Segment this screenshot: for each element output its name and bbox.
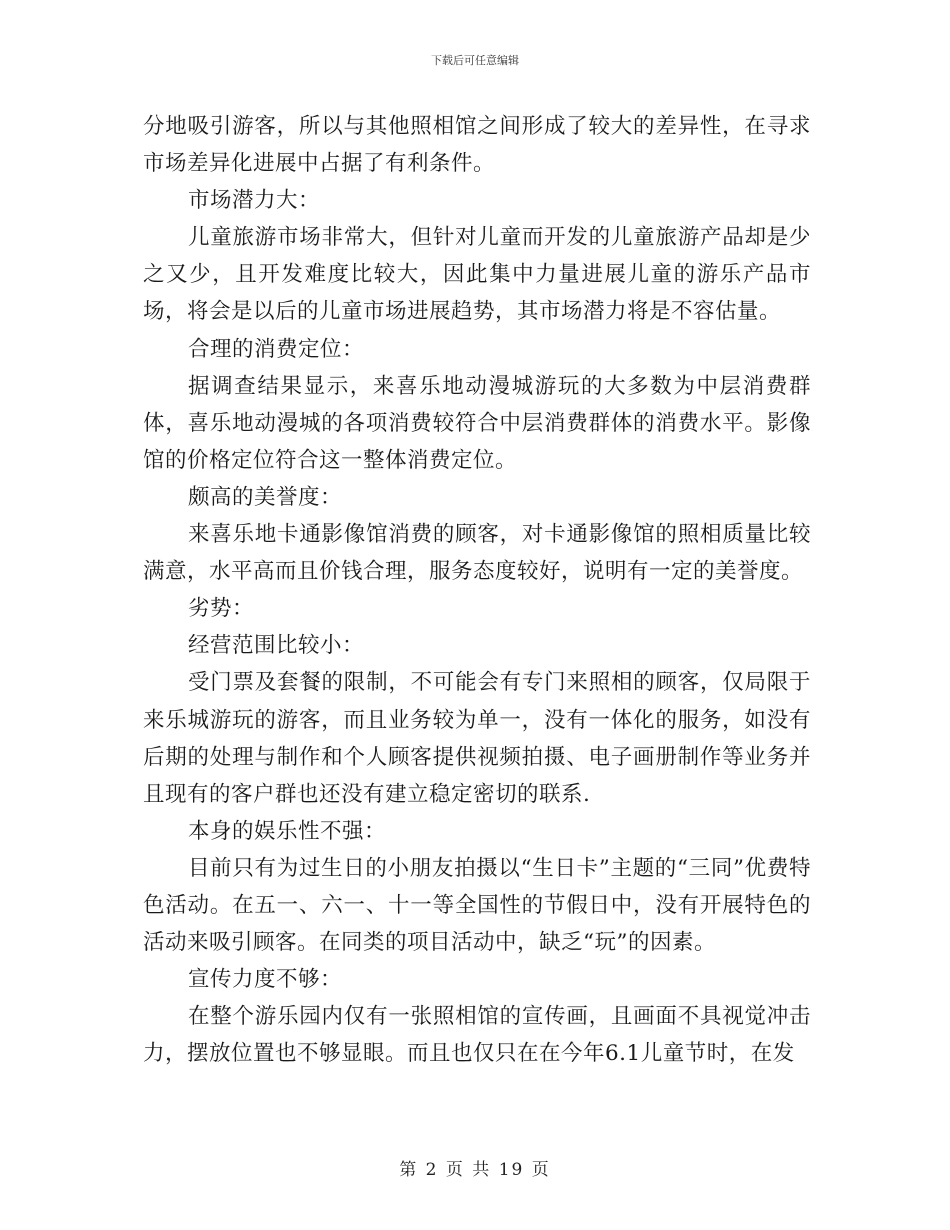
- footer-middle: 页 共: [445, 1160, 492, 1180]
- paragraph-continuation: 分地吸引游客，所以与其他照相馆之间形成了较大的差异性，在寻求市场差异化进展中占据了有利条件。: [143, 114, 811, 177]
- section-heading-reputation: 颇高的美誉度：: [188, 484, 343, 510]
- paragraph-market-potential: 儿童旅游市场非常大，但针对儿童而开发的儿童旅游产品却是少之又少，且开发难度比较大，因此集中力量进展儿童的游乐产品市场，将会是以后的儿童市场进展趋势，其市场潜力将是不容估量。: [143, 225, 811, 325]
- footer-prefix: 第: [399, 1160, 419, 1180]
- page-footer: [0, 1155, 950, 1180]
- section-heading-consumption-positioning: 合理的消费定位：: [188, 336, 365, 362]
- section-heading-entertainment: 本身的娱乐性不强：: [188, 818, 387, 844]
- section-heading-market-potential: 市场潜力大：: [188, 188, 321, 214]
- page-header-note: 下载后可任意编辑: [431, 54, 519, 67]
- paragraph-promotion: 在整个游乐园内仅有一张照相馆的宣传画，且画面不具视觉冲击力，摆放位置也不够显眼。而且也仅只在在今年6.1儿童节时，在发: [143, 1004, 811, 1067]
- footer-suffix: 页: [531, 1160, 551, 1180]
- section-heading-promotion: 宣传力度不够：: [188, 967, 343, 993]
- paragraph-entertainment: 目前只有为过生日的小朋友拍摄以“生日卡”主题的“三同”优费特色活动。在五一、六一、十一等全国性的节假日中，没有开展特色的活动来吸引顾客。在同类的项目活动中，缺乏“玩”的因素。: [143, 855, 811, 956]
- paragraph-business-scope: 受门票及套餐的限制，不可能会有专门来照相的顾客，仅局限于来乐城游玩的游客，而且业务较为单一，没有一体化的服务，如没有后期的处理与制作和个人顾客提供视频拍摄、电子画册制作等业务并且现有的客户群也还没有建立稳定密切的联系.: [143, 670, 811, 807]
- paragraph-reputation: 来喜乐地卡通影像馆消费的顾客，对卡通影像馆的照相质量比较满意，水平高而且价钱合理，服务态度较好，说明有一定的美誉度。: [143, 522, 811, 585]
- footer-current-page: 2: [425, 1160, 439, 1180]
- document-body: [143, 108, 811, 1072]
- footer-total-pages: 19: [498, 1160, 525, 1180]
- section-heading-business-scope: 经营范围比较小：: [188, 633, 365, 659]
- paragraph-consumption-positioning: 据调查结果显示，来喜乐地动漫城游玩的大多数为中层消费群体，喜乐地动漫城的各项消费较符合中层消费群体的消费水平。影像馆的价格定位符合这一整体消费定位。: [143, 373, 811, 473]
- section-heading-weaknesses: 劣势：: [188, 596, 255, 622]
